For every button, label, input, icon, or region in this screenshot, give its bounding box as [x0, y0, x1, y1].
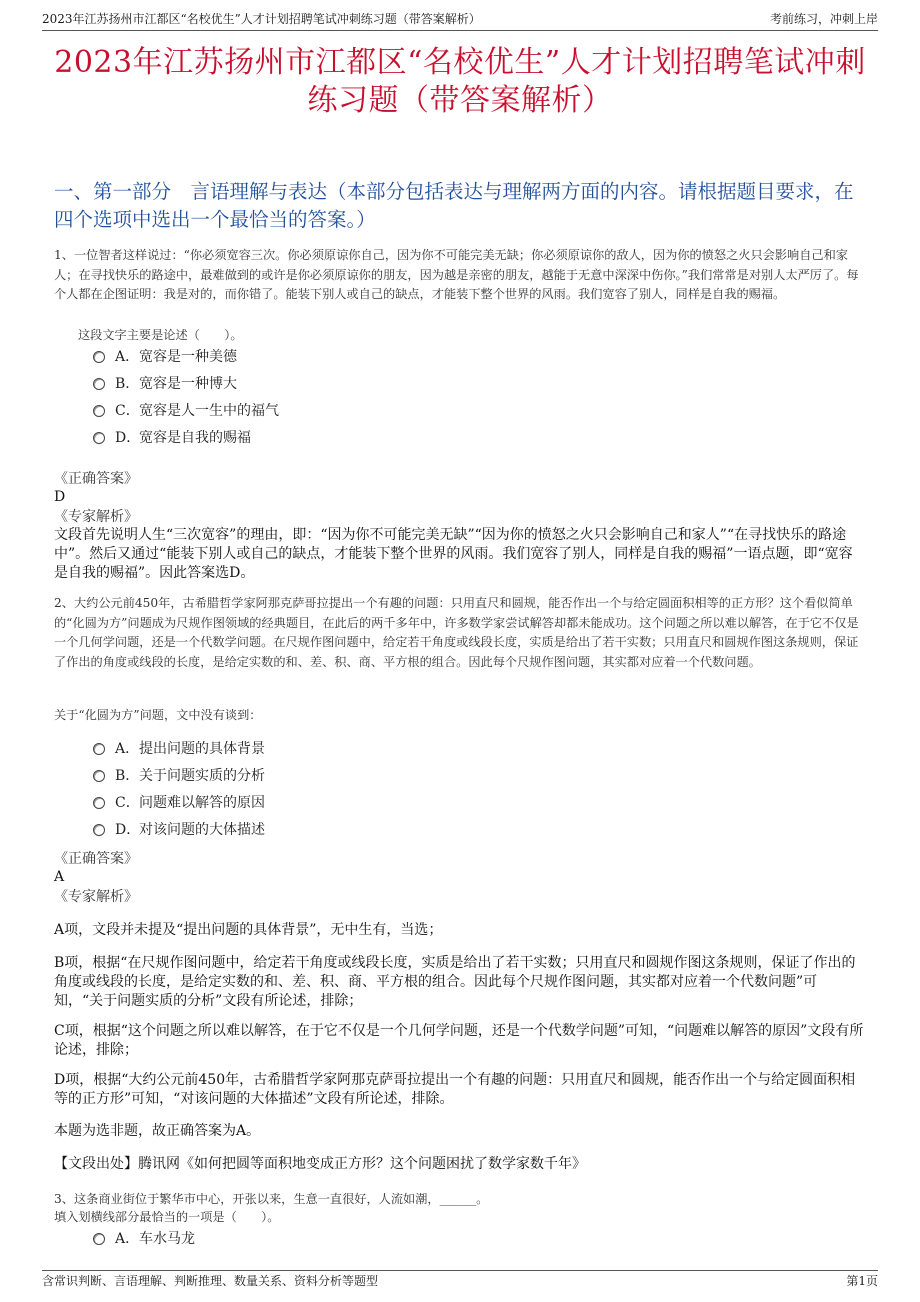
question-2-option-b[interactable]: B．关于问题实质的分析 — [93, 766, 265, 786]
radio-icon[interactable] — [93, 797, 105, 809]
question-2-option-c[interactable]: C．问题难以解答的原因 — [93, 793, 265, 813]
question-1-answer: D — [54, 489, 66, 505]
question-2-analysis-label: 《专家解析》 — [54, 889, 138, 905]
footer-description: 含常识判断、言语理解、判断推理、数量关系、资料分析等题型 — [42, 1274, 379, 1288]
question-1-passage: 1、一位智者这样说过：“你必须宽容三次。你必须原谅你自己，因为你不可能完美无缺；你必须原谅你的敌人，因为你的愤怒之火只会影响自己和家人；在寻找快乐的路途中，最难做到的或许是你必须原谅你的朋友，因为越是亲密的朋友，越能于无意中深深中伤你。”我们常常是对别人太严厉了。每个人都在企图证明：我是对的，而你错了。能装下别人或自己的缺点，才能装下整个世界的风雨。我们宽容了别人，同样是自我的赐福。 — [54, 248, 859, 301]
question-1-option-d[interactable]: D．宽容是自我的赐福 — [93, 428, 251, 448]
question-2-analysis-d: D项，根据“大约公元前450年，古希腊哲学家阿那克萨哥拉提出一个有趣的问题：只用直尺和圆规，能否作出一个与给定圆面积相等的正方形”可知，“对该问题的大体描述”文段有所论述，排除。 — [54, 1072, 856, 1107]
radio-icon[interactable] — [93, 405, 105, 417]
header-doc-title: 2023年江苏扬州市江都区“名校优生”人才计划招聘笔试冲刺练习题（带答案解析） — [42, 12, 481, 26]
radio-icon[interactable] — [93, 770, 105, 782]
radio-icon[interactable] — [93, 351, 105, 363]
page-header — [42, 10, 878, 31]
question-2-option-a[interactable]: A．提出问题的具体背景 — [93, 739, 265, 759]
question-2-analysis-c: C项，根据“这个问题之所以难以解答，在于它不仅是一个几何学问题，还是一个代数学问题”可知，“问题难以解答的原因”文段有所论述，排除； — [54, 1023, 864, 1058]
question-2-analysis-b: B项，根据“在尺规作图问题中，给定若干角度或线段长度，实质是给出了若干实数；只用直尺和圆规作图这条规则，保证了作出的角度或线段的长度，是给定实数的和、差、积、商、平方根的组合。因此每个尺规作图问题，其实都对应着一个代数问题”可知，“关于问题实质的分析”文段有所论述，排除； — [54, 955, 856, 1009]
question-1-analysis: 文段首先说明人生“三次宽容”的理由，即：“因为你不可能完美无缺”“因为你的愤怒之火只会影响自己和家人”“在寻找快乐的路途中”。然后又通过“能装下别人或自己的缺点，才能装下整个世界的风雨。我们宽容了别人，同样是自我的赐福”一语点题，即“宽容是自我的赐福”。因此答案选D。 — [54, 527, 853, 581]
question-2-analysis-a: A项，文段并未提及“提出问题的具体背景”，无中生有，当选； — [54, 922, 443, 938]
question-1-stem: 这段文字主要是论述（ ）。 — [78, 328, 243, 342]
question-1-option-b[interactable]: B．宽容是一种博大 — [93, 374, 237, 394]
question-2-answer: A — [54, 869, 65, 885]
question-3-passage: 3、这条商业街位于繁华市中心，开张以来，生意一直很好，人流如潮，______。 — [54, 1192, 489, 1206]
question-1-option-c[interactable]: C．宽容是人一生中的福气 — [93, 401, 279, 421]
radio-icon[interactable] — [93, 743, 105, 755]
question-2-stem: 关于“化圆为方”问题，文中没有谈到： — [54, 708, 262, 722]
page-number: 第1页 — [846, 1274, 878, 1288]
question-1-analysis-label: 《专家解析》 — [54, 509, 138, 525]
question-3-stem: 填入划横线部分最恰当的一项是（ ）。 — [54, 1210, 280, 1224]
question-2-passage: 2、大约公元前450年，古希腊哲学家阿那克萨哥拉提出一个有趣的问题：只用直尺和圆规，能否作出一个与给定圆面积相等的正方形？这个看似简单的“化圆为方”问题成为尺规作图领域的经典题目，在此后的两千多年中，许多数学家尝试解答却都未能成功。这个问题之所以难以解答，在于它不仅是一个几何学问题，还是一个代数学问题。在尺规作图问题中，给定若干角度或线段长度，实质是给出了若干实数；只用直尺和圆规作图这条规则，保证了作出的角度或线段的长度，是给定实数的和、差、积、商、平方根的组合。因此每个尺规作图问题，其实都对应着一个代数问题。 — [54, 596, 859, 669]
question-2-answer-label: 《正确答案》 — [54, 851, 138, 867]
radio-icon[interactable] — [93, 378, 105, 390]
page-title: 2023年江苏扬州市江都区“名校优生”人才计划招聘笔试冲刺练习题（带答案解析） — [54, 45, 866, 118]
radio-icon[interactable] — [93, 432, 105, 444]
section-heading: 一、第一部分 言语理解与表达（本部分包括表达与理解两方面的内容。请根据题目要求，在四个选项中选出一个最恰当的答案。） — [54, 180, 854, 231]
question-2-source: 【文段出处】腾讯网《如何把圆等面积地变成正方形？这个问题困扰了数学家数千年》 — [54, 1156, 586, 1172]
question-1-option-a[interactable]: A．宽容是一种美德 — [93, 347, 237, 367]
page-footer — [42, 1270, 878, 1293]
question-3-option-a[interactable]: A．车水马龙 — [93, 1229, 195, 1249]
question-2-option-d[interactable]: D．对该问题的大体描述 — [93, 820, 265, 840]
radio-icon[interactable] — [93, 1233, 105, 1245]
header-slogan: 考前练习，冲刺上岸 — [769, 12, 878, 26]
question-2-conclusion: 本题为选非题，故正确答案为A。 — [54, 1123, 261, 1139]
radio-icon[interactable] — [93, 824, 105, 836]
question-1-answer-label: 《正确答案》 — [54, 471, 138, 487]
